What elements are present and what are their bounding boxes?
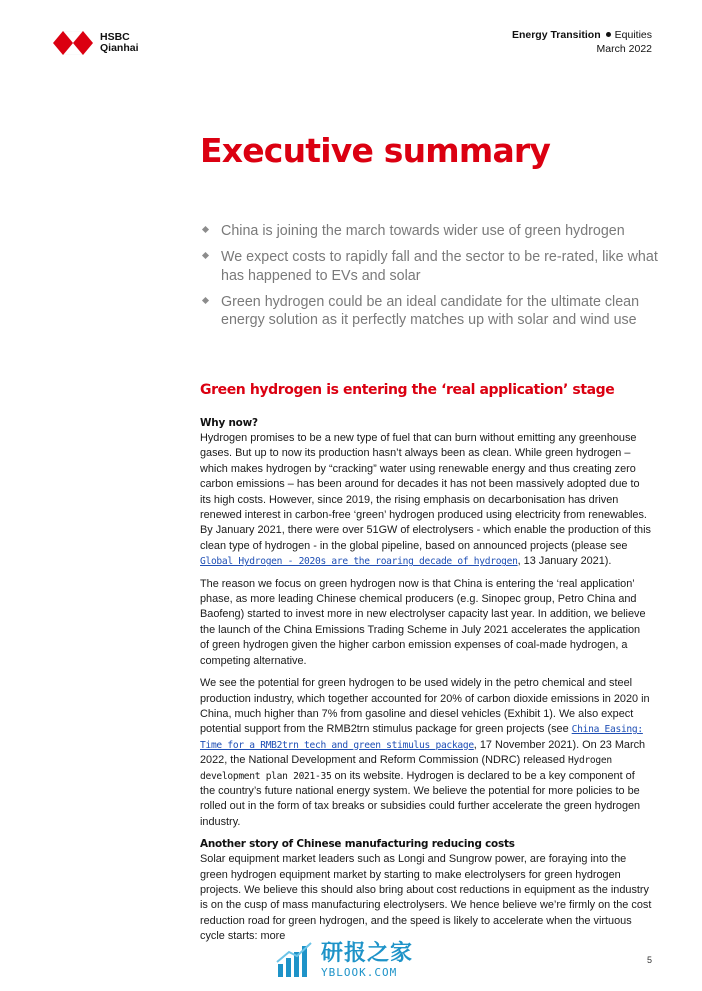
watermark-en: YBLOOK.COM	[321, 965, 398, 979]
watermark	[275, 940, 413, 980]
brand-name	[100, 32, 139, 54]
paragraph-text: , 13 January 2021).	[517, 555, 612, 568]
plan-title: Hydrogen development plan 2021-35	[200, 755, 612, 782]
diamond-bullet-icon	[202, 226, 209, 233]
report-category: Equities	[614, 29, 652, 41]
paragraph	[200, 676, 652, 830]
report-date: March 2022	[596, 42, 652, 55]
report-header-meta	[512, 29, 652, 56]
paragraph	[200, 431, 652, 570]
report-link-china-easing[interactable]: China Easing: Time for a RMB2trn tech and green stimulus package	[200, 724, 643, 751]
paragraph-text: , 17 November 2021). On 23 March 2022, the National Development and Reform Commission (NDRC) released	[200, 738, 646, 767]
highlight-item	[200, 248, 660, 285]
paragraph: The reason we focus on green hydrogen now is that China is entering the ‘real application’ phase, as more leading Chinese chemical producers (e.g. Sinopec group, Petro China and Baofeng) started to invest more in new electrolyser capacity last year. In addition, we believe the launch of the China Emissions Trading Scheme in July 2021 accelerates the application of green hydrogen given the higher carbon emission expenses of coal-made hydrogen, a competing alternative.	[200, 577, 646, 667]
paragraph: Solar equipment market leaders such as Longi and Sungrow power, are foraying into the green hydrogen equipment market by starting to make electrolysers for green hydrogen projects. We believe this should also bring about cost reductions in equipment as the industry is on the cusp of mass manufacturing electrolysers. We hence believe we’re firmly on the cost reduction road for green hydrogen, and the speed is likely to accelerate when the virtuous cycle starts: more	[200, 853, 652, 943]
paragraph-text: We see the potential for green hydrogen to be used widely in the petro chemical and steel production industry, which together accounted for 20% of carbon dioxide emissions in 2020 in China, much higher than 7% from gasoline and diesel vehicles (Exhibit 1). We also expect potential support from the RMB2trn stimulus package for green projects (see	[200, 677, 650, 736]
body-text	[200, 416, 652, 952]
diamond-bullet-icon	[202, 252, 209, 259]
page-title: Executive summary	[200, 131, 551, 170]
watermark-text	[321, 942, 413, 979]
highlight-item	[200, 222, 660, 241]
why-now-heading: Why now?	[200, 417, 258, 429]
section-heading: Green hydrogen is entering the ‘real application’ stage	[200, 382, 615, 398]
report-series: Energy Transition	[511, 29, 601, 41]
manufacturing-heading: Another story of Chinese manufacturing reducing costs	[200, 838, 515, 851]
highlight-text: Green hydrogen could be an ideal candidate for the ultimate clean energy solution as it perfectly matches up with solar and wind use	[221, 293, 640, 328]
hsbc-hexagon-icon	[53, 31, 93, 55]
highlight-text: China is joining the march towards wider use of green hydrogen	[221, 223, 625, 239]
bullet-icon	[606, 32, 611, 37]
brand-line-1: HSBC	[100, 31, 130, 43]
page-number: 5	[646, 955, 652, 965]
summary-highlights	[200, 222, 660, 337]
diamond-bullet-icon	[202, 296, 209, 303]
hsbc-qianhai-logo	[53, 31, 139, 55]
highlight-item	[200, 293, 660, 330]
watermark-cn: 研报之家	[321, 940, 414, 966]
report-link-global-hydrogen[interactable]: Global Hydrogen - 2020s are the roaring decade of hydrogen	[200, 556, 518, 568]
paragraph-text: on its website. Hydrogen is declared to be a key component of the country’s future national energy system. We believe the potential for more policies to be rolled out in the form of tax breaks or subsidies could further accelerate the green hydrogen industry.	[200, 769, 641, 828]
brand-line-2: Qianhai	[100, 42, 139, 54]
bar-chart-logo-icon	[275, 940, 315, 980]
paragraph-text: Hydrogen promises to be a new type of fuel that can burn without emitting any greenhouse gases. But up to now its production hasn’t always been as clean. While green hydrogen – which makes hydrogen by “cracking” water using renewable energy and thus creating zero carbon emissions – has been around for decades it has not been massively adopted due to its high costs. However, since 2019, the rising emphasis on decarbonisation has driven renewed interest in carbon-free ‘green’ hydrogen produced using electricity from renewables. By January 2021, there were over 51GW of electrolysers - which enable the production of this clean type of hydrogen - in the global pipeline, based on announced projects (please see	[200, 432, 651, 552]
highlight-text: We expect costs to rapidly fall and the sector to be re-rated, like what has happened to EVs and solar	[221, 249, 658, 284]
